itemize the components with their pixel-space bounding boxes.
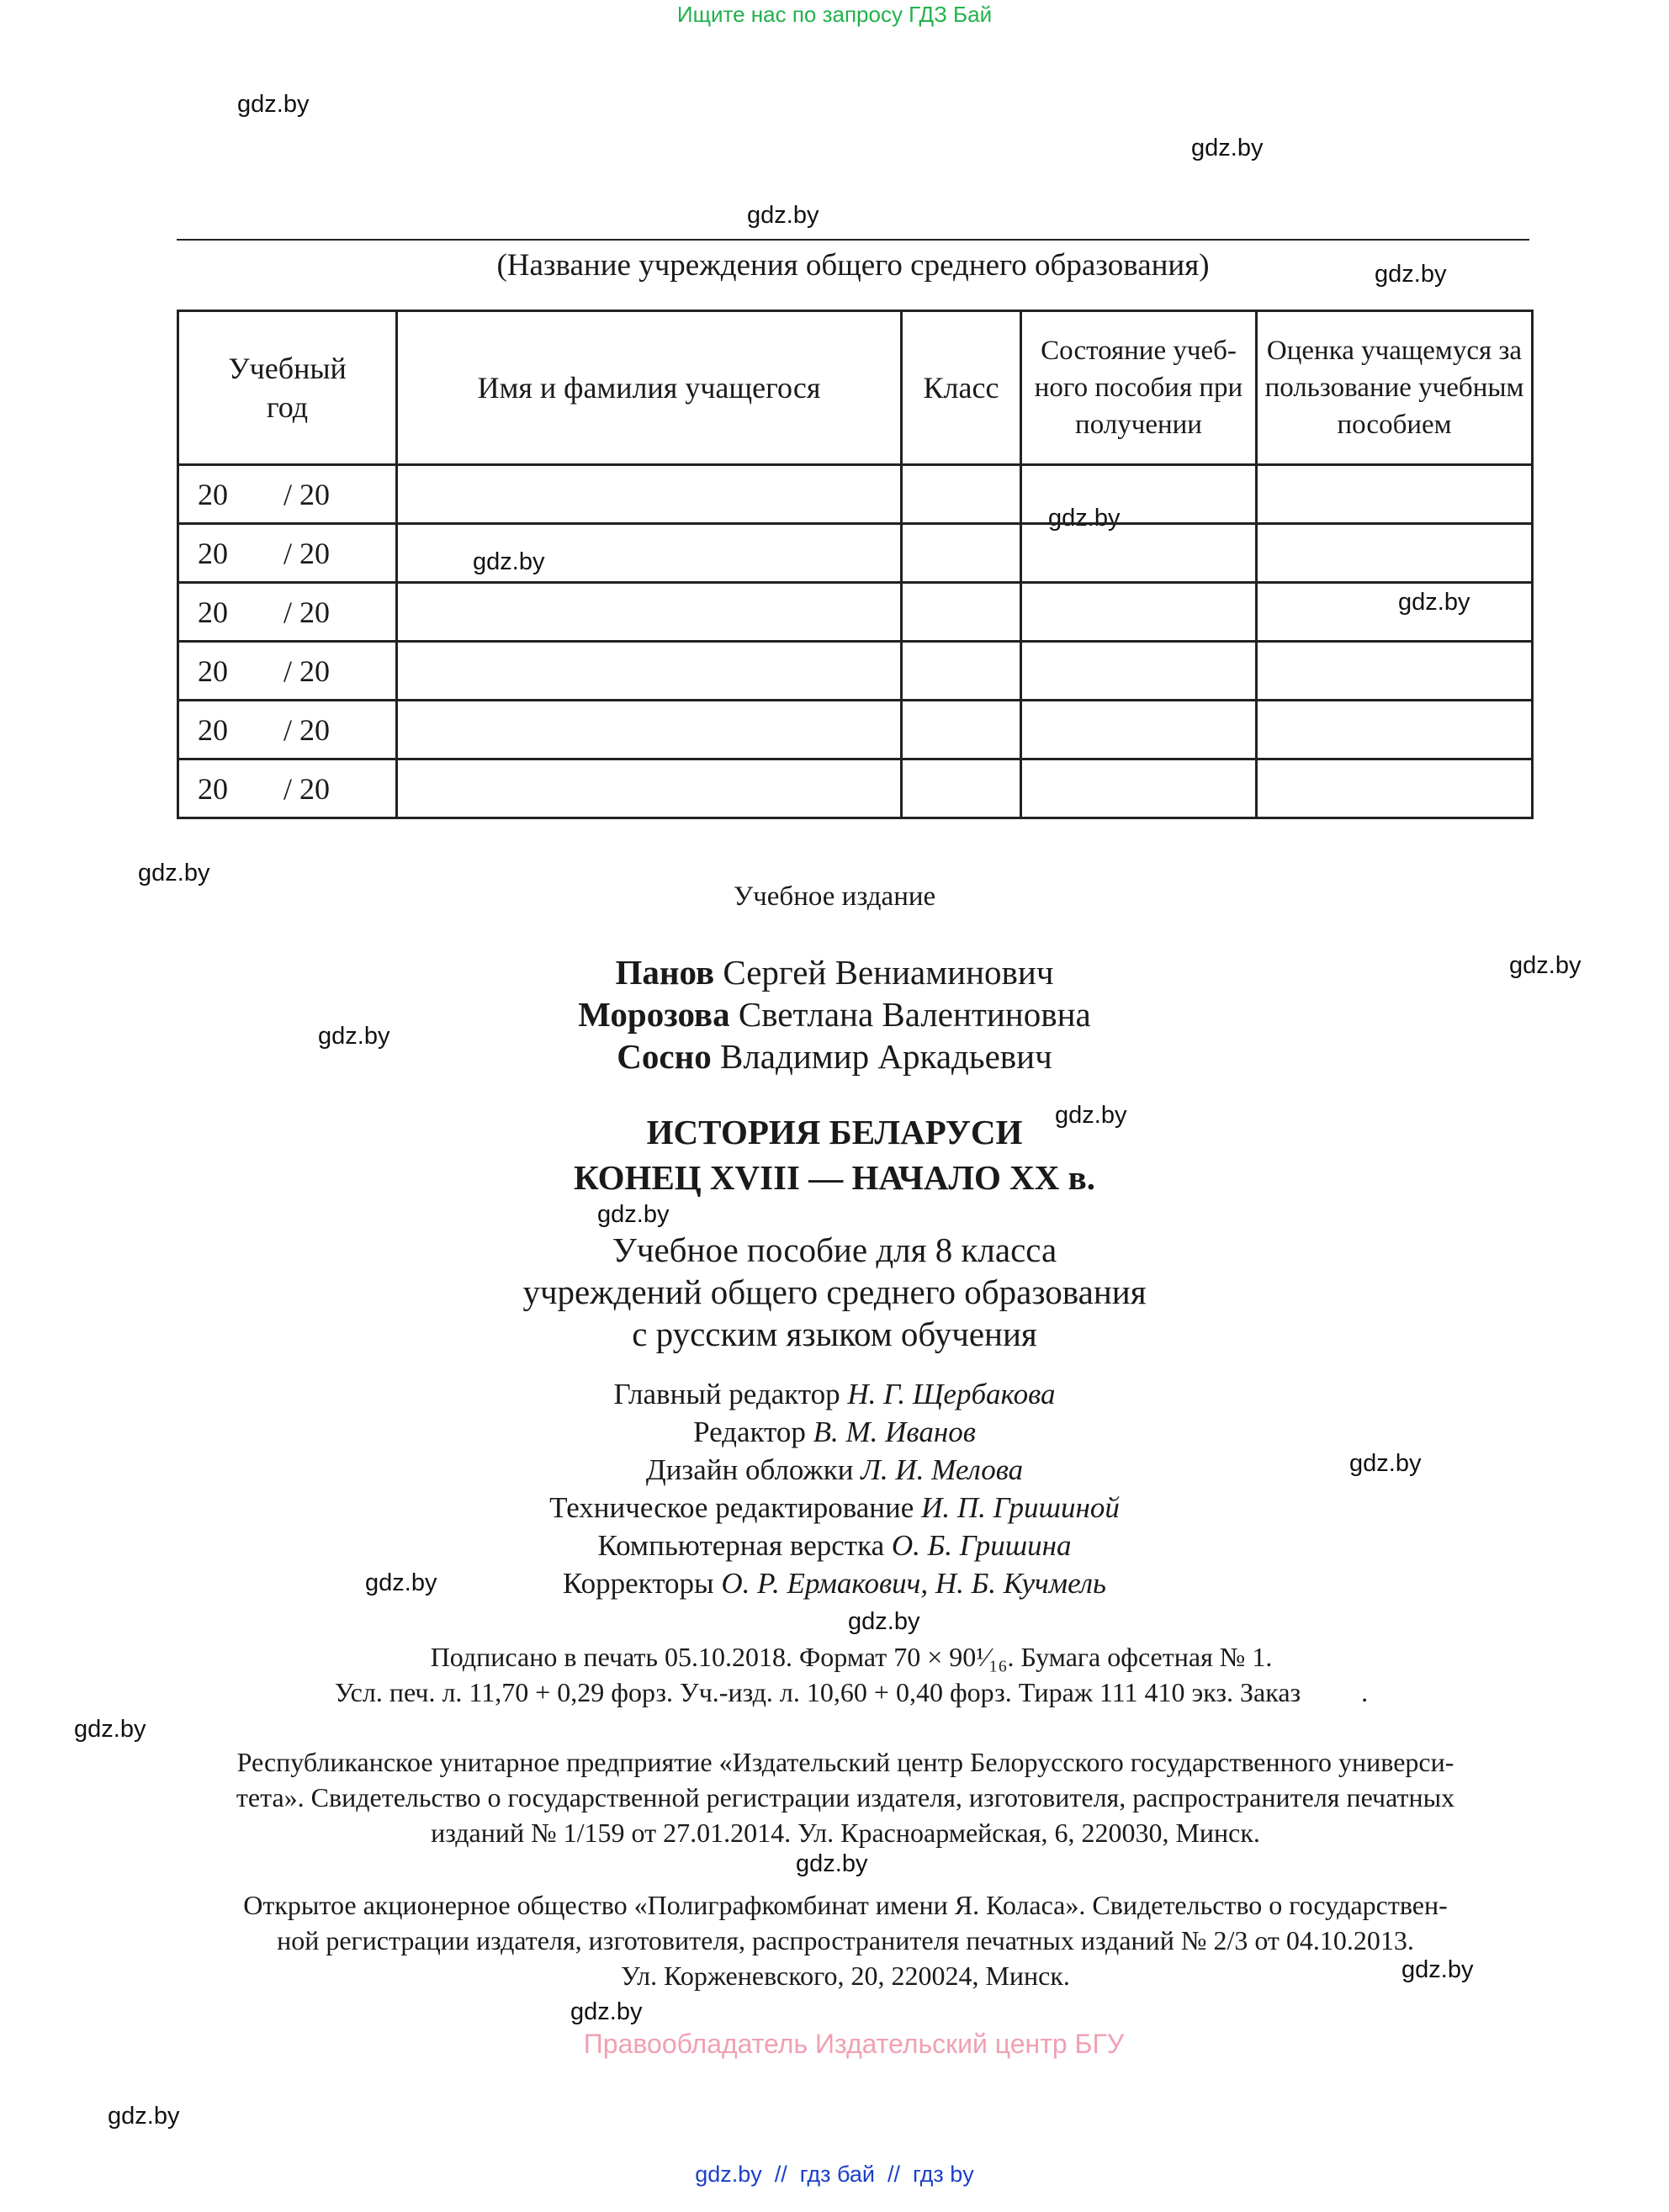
- watermark: gdz.by: [848, 1608, 920, 1635]
- condition-cell: [1021, 701, 1257, 759]
- year-cell: 20 / 20: [178, 524, 397, 583]
- condition-cell: [1021, 642, 1257, 701]
- watermark: gdz.by: [796, 1850, 868, 1877]
- watermark: gdz.by: [1191, 135, 1264, 161]
- table-row: [178, 583, 1533, 642]
- credit-layout: Компьютерная верстка О. Б. Гришина: [597, 1529, 1072, 1562]
- subtitle-line-1: Учебное пособие для 8 класса: [612, 1230, 1057, 1269]
- class-cell: [902, 759, 1021, 818]
- grade-cell: [1257, 642, 1533, 701]
- name-cell: [397, 524, 902, 583]
- rights-holder: Правообладатель Издательский центр БГУ: [583, 2029, 1125, 2059]
- watermark: gdz.by: [1375, 261, 1447, 288]
- class-cell: [902, 701, 1021, 759]
- book-title-line-1: ИСТОРИЯ БЕЛАРУСИ: [646, 1113, 1023, 1151]
- condition-cell: [1021, 583, 1257, 642]
- class-cell: [902, 642, 1021, 701]
- header-grade: Оценка учащемуся за пользование учебным пособием: [1257, 311, 1533, 465]
- grade-cell: [1257, 524, 1533, 583]
- imprint-line-2: Усл. печ. л. 11,70 + 0,29 форз. Уч.-изд. л. 10,60 + 0,40 форз. Тираж 111 410 экз. Заказ .: [334, 1677, 1369, 1707]
- watermark: gdz.by: [570, 1998, 643, 2025]
- subtitle-line-2: учреждений общего среднего образования: [522, 1273, 1147, 1311]
- institution-line: [177, 239, 1529, 241]
- watermark: gdz.by: [318, 1023, 390, 1050]
- watermark: gdz.by: [108, 2103, 180, 2130]
- table-row: [178, 524, 1533, 583]
- grade-cell: [1257, 701, 1533, 759]
- grade-cell: [1257, 759, 1533, 818]
- header-class: Класс: [902, 311, 1021, 465]
- watermark: gdz.by: [747, 202, 819, 229]
- year-cell: 20 / 20: [178, 465, 397, 524]
- institution-caption: (Название учреждения общего среднего образования): [496, 248, 1210, 283]
- subtitle-line-3: с русским языком обучения: [632, 1315, 1037, 1353]
- header-condition: Состояние учебного пособия при получении: [1021, 311, 1257, 465]
- student-register-table: [177, 310, 1534, 819]
- name-cell: [397, 701, 902, 759]
- author-1: Панов Сергей Вениаминович: [615, 953, 1054, 992]
- condition-cell: [1021, 465, 1257, 524]
- credit-cover-design: Дизайн обложки Л. И. Мелова: [645, 1453, 1024, 1486]
- grade-cell: [1257, 465, 1533, 524]
- watermark: gdz.by: [1509, 952, 1582, 979]
- book-title-line-2: КОНЕЦ XVIII — НАЧАЛО XX в.: [573, 1158, 1096, 1197]
- class-cell: [902, 583, 1021, 642]
- imprint-line-1: Подписано в печать 05.10.2018. Формат 70 × 90¹⁄₁₆. Бумага офсетная № 1.: [430, 1642, 1273, 1672]
- class-cell: [902, 465, 1021, 524]
- credit-chief-editor: Главный редактор Н. Г. Щербакова: [613, 1378, 1056, 1410]
- credit-tech-editing: Техническое редактирование И. П. Гришиной: [549, 1491, 1120, 1524]
- year-cell: 20 / 20: [178, 759, 397, 818]
- footer-links[interactable]: gdz.by // гдз бай // гдз by: [695, 2162, 974, 2187]
- table-row: [178, 642, 1533, 701]
- printer-info: Открытое акционерное общество «Полиграфкомбинат имени Я. Коласа». Свидетельство о государствен- ной регистрации издателя, изготовителя, распространителя печатных изданий № 2/3 от 04.10.2013. Ул. Корженевского, 20, 220024, Минск.: [243, 1890, 1448, 1991]
- author-3: Сосно Владимир Аркадьевич: [617, 1037, 1052, 1076]
- credit-proofreaders: Корректоры О. Р. Ермакович, Н. Б. Кучмель: [563, 1567, 1106, 1600]
- table-row: [178, 759, 1533, 818]
- name-cell: [397, 759, 902, 818]
- condition-cell: [1021, 524, 1257, 583]
- author-2: Морозова Светлана Валентиновна: [578, 995, 1091, 1034]
- watermark: gdz.by: [138, 860, 210, 886]
- class-cell: [902, 524, 1021, 583]
- top-banner[interactable]: Ищите нас по запросу ГДЗ Бай: [676, 2, 993, 27]
- credit-editor: Редактор В. М. Иванов: [693, 1416, 976, 1448]
- watermark: gdz.by: [597, 1201, 670, 1228]
- watermark: gdz.by: [74, 1716, 146, 1743]
- table-row: [178, 465, 1533, 524]
- watermark: gdz.by: [1349, 1450, 1422, 1477]
- watermark: gdz.by: [1401, 1956, 1474, 1983]
- watermark: gdz.by: [1048, 505, 1121, 532]
- year-cell: 20 / 20: [178, 701, 397, 759]
- header-year: Учебный год: [178, 311, 397, 465]
- watermark: gdz.by: [365, 1569, 437, 1596]
- watermark: gdz.by: [473, 548, 545, 575]
- year-cell: 20 / 20: [178, 583, 397, 642]
- year-cell: 20 / 20: [178, 642, 397, 701]
- watermark: gdz.by: [1398, 589, 1470, 616]
- name-cell: [397, 642, 902, 701]
- edition-label: Учебное издание: [733, 881, 936, 912]
- name-cell: [397, 583, 902, 642]
- publisher-info: Республиканское унитарное предприятие «Издательский центр Белорусского государственного универси- тета». Свидетельство о государственной регистрации издателя, изготовителя, распространителя печатных изданий № 1/159 от 27.01.2014. Ул. Красноармейская, 6, 220030, Минск.: [236, 1747, 1455, 1848]
- table-row: [178, 701, 1533, 759]
- grade-cell: [1257, 583, 1533, 642]
- watermark: gdz.by: [237, 91, 310, 118]
- condition-cell: [1021, 759, 1257, 818]
- header-name: Имя и фамилия учащегося: [397, 311, 902, 465]
- name-cell: [397, 465, 902, 524]
- watermark: gdz.by: [1055, 1102, 1127, 1129]
- table-header-row: [178, 311, 1533, 465]
